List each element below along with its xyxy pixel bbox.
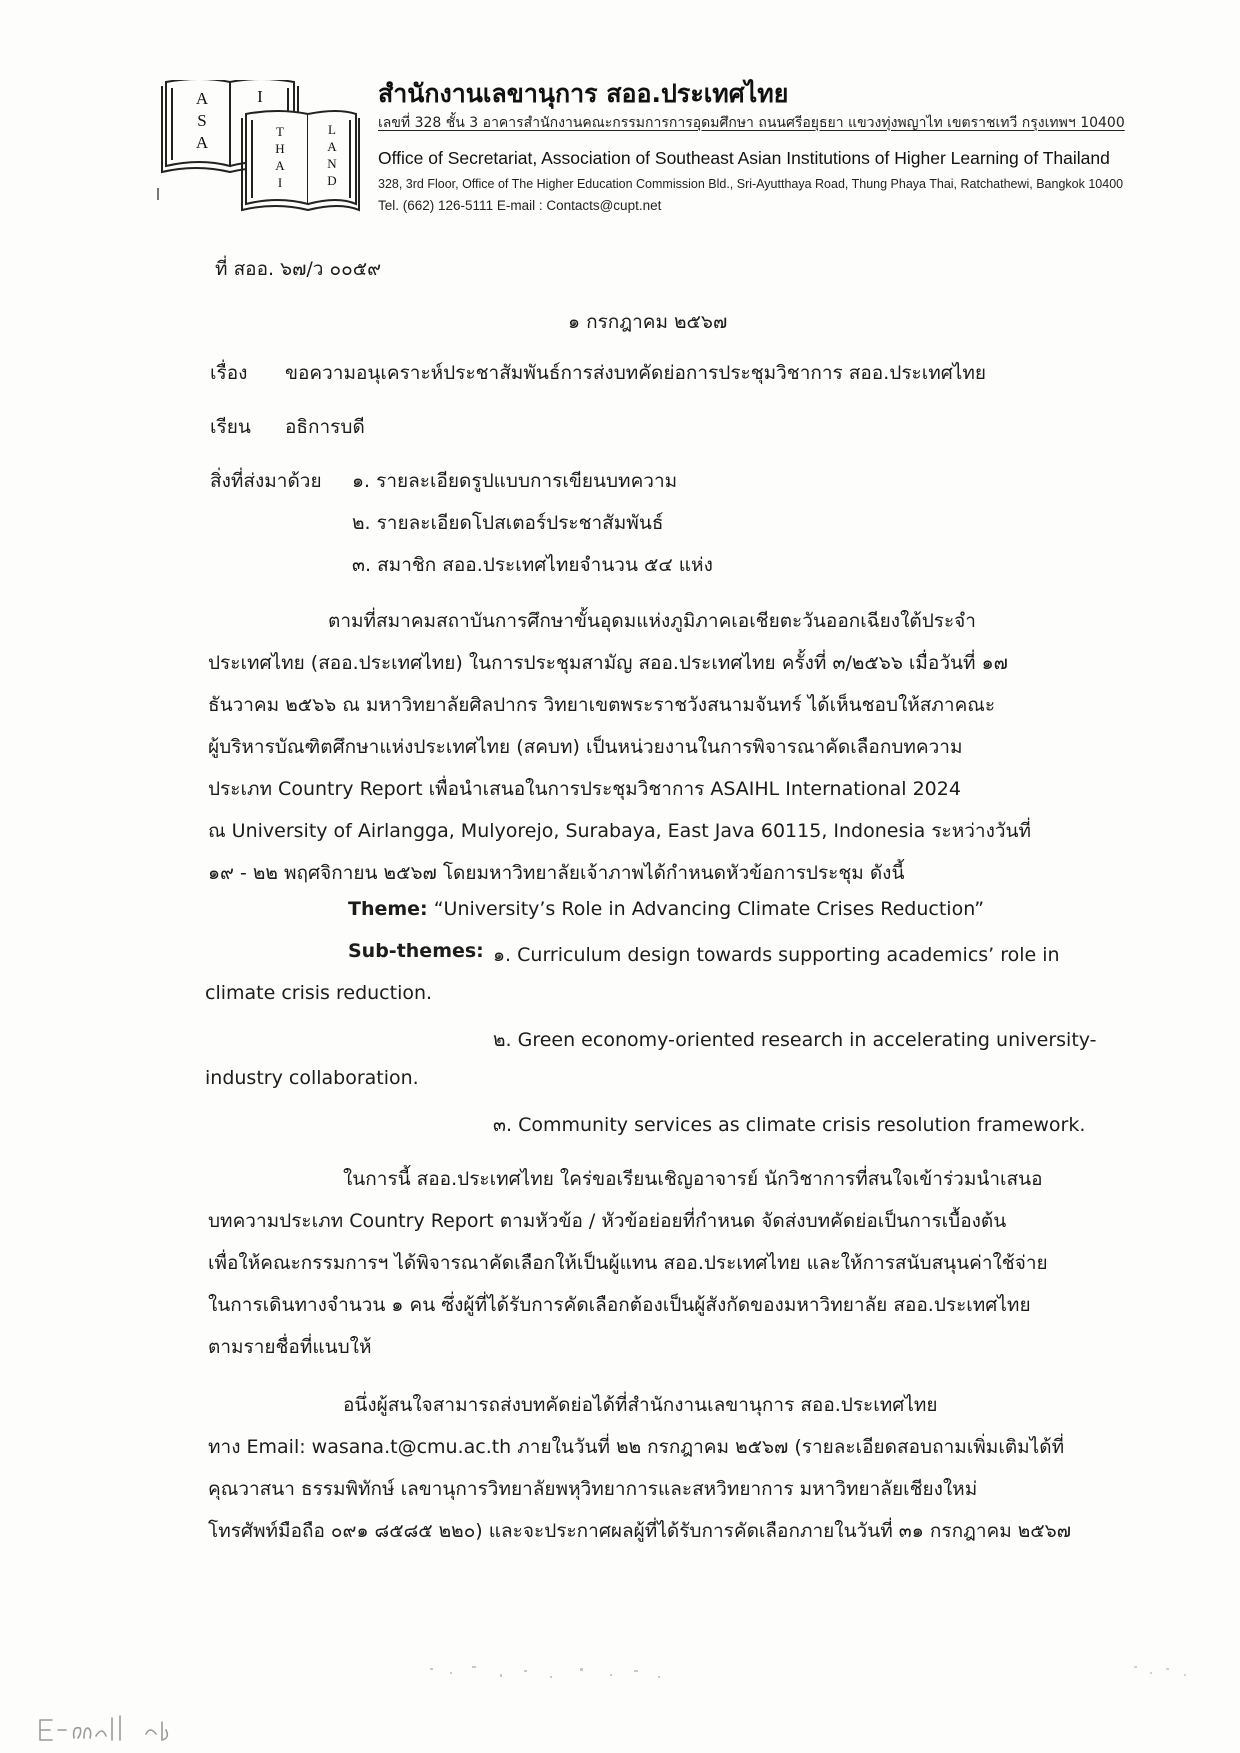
organization-english-name: Office of Secretariat, Association of Southeast Asian Institutions of Higher Learning of Thailand (378, 148, 1110, 168)
subject-text: ขอความอนุเคราะห์ประชาสัมพันธ์การส่งบทคัดย่อการประชุมวิชาการ สออ.ประเทศไทย (285, 362, 987, 384)
organization-thai-name: สำนักงานเลขานุการ สออ.ประเทศไทย (378, 79, 789, 108)
paragraph-line: ณ University of Airlangga, Mulyorejo, Surabaya, East Java 60115, Indonesia ระหว่างวันที่ (208, 820, 1032, 842)
paragraph-line: โทรศัพท์มือถือ ๐๙๑ ๘๕๘๕ ๒๒๐) และจะประกาศผลผู้ที่ได้รับการคัดเลือกภายในวันที่ ๓๑ กรกฎาคม ๒๕๖๗ (208, 1520, 1072, 1542)
theme-label: Theme: (348, 898, 428, 920)
paragraph-line: ตามที่สมาคมสถาบันการศึกษาขั้นอุดมแห่งภูมิภาคเอเชียตะวันออกเฉียงใต้ประจำ (328, 610, 976, 632)
logo-letter: D (327, 173, 337, 188)
addressee-text: อธิการบดี (285, 416, 365, 438)
paragraph-line: ทาง Email: wasana.t@cmu.ac.th ภายในวันที่ ๒๒ กรกฎาคม ๒๕๖๗ (รายละเอียดสอบถามเพิ่มเติมได้ที่ (208, 1436, 1065, 1458)
subject-label: เรื่อง (210, 362, 248, 384)
logo-letter: H (275, 141, 285, 156)
logo-letter: S (197, 111, 207, 130)
scan-noise (1130, 1660, 1200, 1684)
logo-letter: A (275, 158, 285, 173)
handwritten-note (36, 1712, 206, 1746)
subthemes-label-text: Sub-themes: (348, 940, 484, 962)
paragraph-line: เพื่อให้คณะกรรมการฯ ได้พิจารณาคัดเลือกให้เป็นผู้แทน สออ.ประเทศไทย และให้การสนับสนุนค่าใช้จ่าย (208, 1252, 1048, 1274)
enclosure-item: ๑. รายละเอียดรูปแบบการเขียนบทความ (352, 470, 678, 492)
paragraph-line: อนึ่งผู้สนใจสามารถส่งบทคัดย่อได้ที่สำนักงานเลขานุการ สออ.ประเทศไทย (343, 1394, 938, 1416)
enclosure-item: ๒. รายละเอียดโปสเตอร์ประชาสัมพันธ์ (352, 512, 664, 534)
subtheme-item: ๒. Green economy-oriented research in accelerating university- (493, 1029, 1097, 1051)
organization-english-address: 328, 3rd Floor, Office of The Higher Education Commission Bld., Sri-Ayutthaya Road, Thung Phaya Thai, Ratchathewi, Bangkok 10400 (378, 177, 1124, 191)
paragraph-request (208, 1158, 1083, 1368)
paragraph-submission (208, 1384, 1083, 1552)
subtheme-continuation: industry collaboration. (205, 1067, 419, 1089)
addressee-label: เรียน (210, 416, 251, 438)
paragraph-line: บทความประเภท Country Report ตามหัวข้อ / หัวข้อย่อยที่กำหนด จัดส่งบทคัดย่อเป็นการเบื้องต้น (208, 1210, 1007, 1232)
organization-thai-address: เลขที่ 328 ชั้น 3 อาคารสำนักงานคณะกรรมการการอุดมศึกษา ถนนศรีอยุธยา แขวงทุ่งพญาไท เขตราชเทวี กรุงเทพฯ 10400 (378, 115, 1125, 131)
reference-number: ที่ สออ. ๖๗/ว ๐๐๕๙ (215, 258, 382, 280)
logo-letter: N (327, 156, 337, 171)
paragraph-background (208, 600, 1083, 894)
paragraph-line: ๑๙ - ๒๒ พฤศจิกายน ๒๕๖๗ โดยมหาวิทยาลัยเจ้าภาพได้กำหนดหัวข้อการประชุม ดังนี้ (208, 862, 905, 884)
paragraph-line: ธันวาคม ๒๕๖๖ ณ มหาวิทยาลัยศิลปากร วิทยาเขตพระราชวังสนามจันทร์ ได้เห็นชอบให้สภาคณะ (208, 694, 996, 716)
subthemes-label (348, 940, 484, 962)
logo-letter: A (195, 89, 209, 108)
scan-mark (157, 188, 159, 200)
subtheme-continuation: climate crisis reduction. (205, 982, 433, 1004)
paragraph-line: ประเทศไทย (สออ.ประเทศไทย) ในการประชุมสามัญ สออ.ประเทศไทย ครั้งที่ ๓/๒๕๖๖ เมื่อวันที่ ๑๗ (208, 652, 1008, 674)
logo-letter: I (277, 175, 283, 190)
enclosure-item: ๓. สมาชิก สออ.ประเทศไทยจำนวน ๕๔ แห่ง (352, 554, 713, 576)
logo-letter: T (276, 124, 284, 139)
paragraph-line: ประเภท Country Report เพื่อนำเสนอในการประชุมวิชาการ ASAIHL International 2024 (208, 778, 961, 800)
theme-text: “University’s Role in Advancing Climate Crises Reduction” (433, 898, 985, 920)
logo-letter: A (327, 139, 337, 154)
paragraph-line: ในการเดินทางจำนวน ๑ คน ซึ่งผู้ที่ได้รับการคัดเลือกต้องเป็นผู้สังกัดของมหาวิทยาลัย สออ.ประเทศไทย (208, 1294, 1031, 1316)
enclosures-label: สิ่งที่ส่งมาด้วย (210, 470, 322, 492)
organization-contact: Tel. (662) 126-5111 E-mail : Contacts@cupt.net (378, 198, 662, 213)
paragraph-line: คุณวาสนา ธรรมพิทักษ์ เลขานุการวิทยาลัยพหุวิทยาการและสหวิทยาการ มหาวิทยาลัยเชียงใหม่ (208, 1478, 978, 1500)
paragraph-line: ตามรายชื่อที่แนบให้ (208, 1336, 372, 1358)
subtheme-item: ๑. Curriculum design towards supporting academics’ role in (493, 944, 1060, 966)
logo-letter: A (195, 133, 209, 152)
logo-letter: I (257, 87, 263, 106)
theme-line (348, 898, 984, 920)
asaihl-thailand-logo (160, 80, 360, 214)
paragraph-line: ในการนี้ สออ.ประเทศไทย ใคร่ขอเรียนเชิญอาจารย์ นักวิชาการที่สนใจเข้าร่วมนำเสนอ (343, 1168, 1043, 1190)
logo-letter: L (328, 122, 336, 137)
subtheme-item: ๓. Community services as climate crisis resolution framework. (493, 1114, 1086, 1136)
scan-noise (420, 1662, 680, 1690)
paragraph-line: ผู้บริหารบัณฑิตศึกษาแห่งประเทศไทย (สคบท) เป็นหน่วยงานในการพิจารณาคัดเลือกบทความ (208, 736, 963, 758)
letter-date: ๑ กรกฎาคม ๒๕๖๗ (568, 311, 728, 333)
